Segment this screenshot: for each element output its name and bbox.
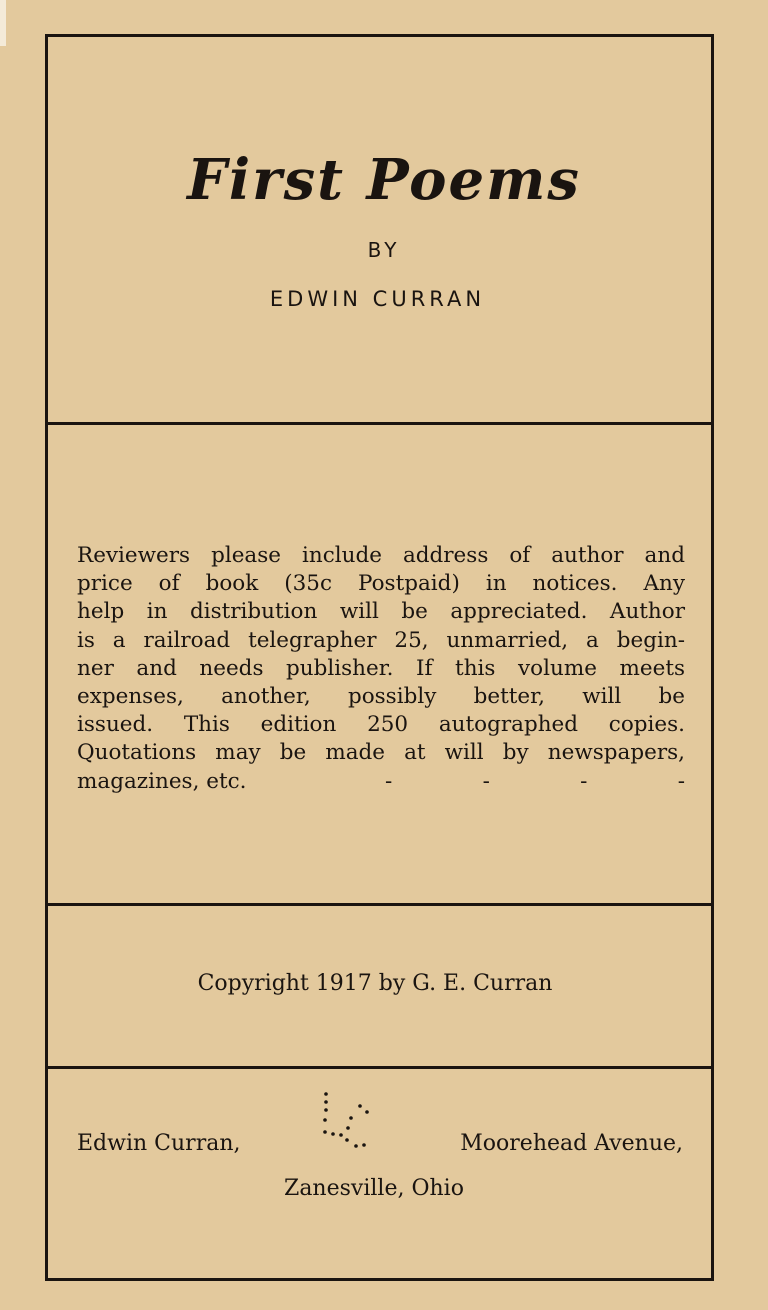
copyright-notice: Copyright 1917 by G. E. Curran [197,971,553,996]
reviewer-notice [77,542,685,796]
notice-line: is a railroad telegrapher 25, unmarried, a begin- [77,627,685,653]
publisher-name: Edwin Curran, [77,1131,241,1156]
notice-line: price of book (35c Postpaid) in notices. Any [77,571,685,597]
notice-line: Quotations may be made at will by newspapers, [77,740,685,766]
dash-mark: - [385,768,393,794]
page-edge [0,0,6,46]
dash-mark: - [677,768,685,794]
dash-mark: - [482,768,490,794]
city-address: Zanesville, Ohio [284,1176,464,1201]
notice-line: expenses, another, possibly better, will be [77,684,685,710]
book-title: First Poems [187,147,581,213]
address-line [77,1131,683,1156]
notice-line: magazines, etc. [77,768,247,794]
dash-mark: - [580,768,588,794]
notice-line: issued. This edition 250 autographed copies. [77,712,685,738]
divider-rule [45,1066,714,1069]
divider-rule [45,903,714,906]
notice-last-line [77,768,685,796]
byline: BY [367,238,401,262]
notice-line: help in distribution will be appreciated. Author [77,599,685,625]
author-name: EDWIN CURRAN [269,287,486,311]
notice-line: ner and needs publisher. If this volume meets [77,655,685,681]
street-address: Moorehead Avenue, [460,1131,683,1156]
notice-line: Reviewers please include address of author and [77,543,685,568]
divider-rule [45,422,714,425]
